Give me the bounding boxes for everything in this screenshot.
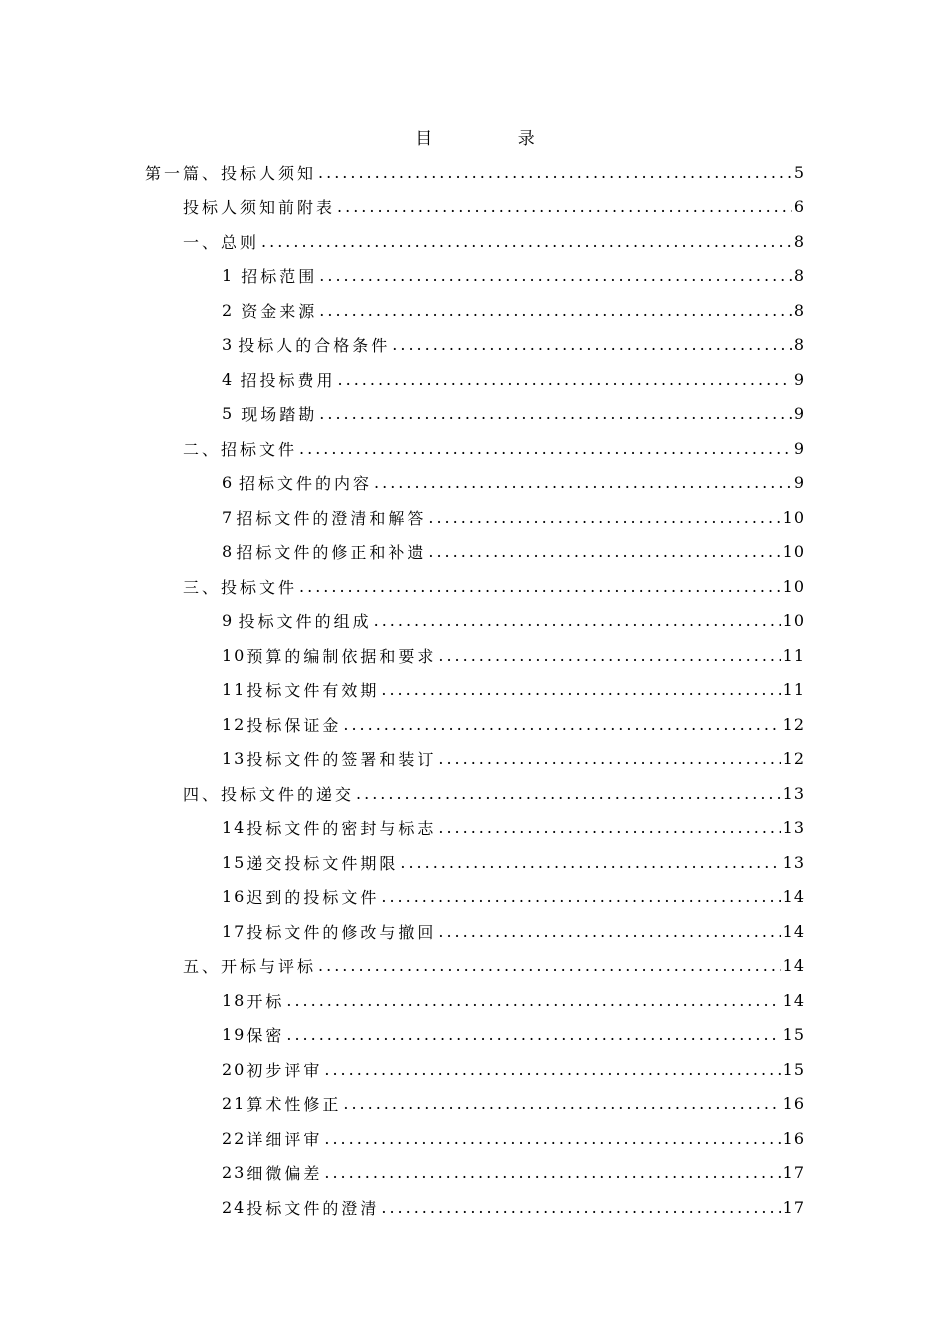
toc-entry-number: 22 bbox=[222, 1128, 247, 1148]
toc-entry-label: 算术性修正 bbox=[246, 1095, 342, 1115]
toc-dot-leader bbox=[319, 266, 792, 285]
toc-dot-leader bbox=[318, 956, 781, 975]
toc-entry-page: 9 bbox=[793, 404, 805, 424]
toc-entry-label: 四、投标文件的递交 bbox=[183, 784, 355, 804]
toc-entry-page: 9 bbox=[793, 438, 805, 458]
toc-entry[interactable] bbox=[183, 224, 805, 259]
toc-entry-label: 投标文件有效期 bbox=[246, 681, 380, 701]
toc-dot-leader bbox=[428, 508, 780, 527]
toc-entry-number: 17 bbox=[222, 921, 247, 941]
toc-entry[interactable] bbox=[222, 397, 805, 432]
toc-entry-number: 1 bbox=[222, 266, 235, 286]
toc-entry-page: 17 bbox=[782, 1163, 805, 1183]
toc-dot-leader bbox=[381, 887, 780, 906]
toc-entry[interactable] bbox=[183, 431, 805, 466]
toc-entry-label: 迟到的投标文件 bbox=[246, 888, 380, 908]
toc-entry-number: 12 bbox=[222, 714, 247, 734]
toc-entry[interactable] bbox=[222, 604, 805, 639]
toc-entry-label: 投标人须知前附表 bbox=[183, 198, 336, 218]
toc-entry-page: 11 bbox=[782, 645, 805, 665]
toc-entry-page: 15 bbox=[782, 1025, 805, 1045]
toc-dot-leader bbox=[261, 232, 792, 251]
toc-entry-label: 投标保证金 bbox=[246, 715, 342, 735]
toc-entry-number: 8 bbox=[222, 542, 235, 562]
toc-entry[interactable] bbox=[222, 983, 805, 1018]
toc-entry-page: 15 bbox=[782, 1059, 805, 1079]
toc-entry[interactable] bbox=[222, 328, 805, 363]
toc-entry[interactable] bbox=[222, 707, 805, 742]
toc-dot-leader bbox=[438, 922, 780, 941]
toc-entry-page: 12 bbox=[782, 749, 805, 769]
toc-entry-label: 投标文件的澄清 bbox=[246, 1198, 380, 1218]
toc-entry-label: 资金来源 bbox=[241, 301, 318, 321]
toc-entry-number: 4 bbox=[222, 369, 235, 389]
toc-dot-leader bbox=[428, 542, 780, 561]
toc-entry[interactable] bbox=[222, 500, 805, 535]
toc-entry-label: 招标文件的内容 bbox=[239, 474, 373, 494]
toc-entry-label: 第一篇、投标人须知 bbox=[145, 163, 317, 183]
toc-entry-number: 11 bbox=[222, 680, 247, 700]
toc-entry-number: 5 bbox=[222, 404, 235, 424]
toc-entry-label: 递交投标文件期限 bbox=[246, 853, 399, 873]
toc-entry-page: 10 bbox=[782, 507, 805, 527]
toc-entry-label: 招标范围 bbox=[241, 267, 318, 287]
toc-entry-page: 12 bbox=[782, 714, 805, 734]
toc-entry[interactable] bbox=[222, 638, 805, 673]
toc-entry[interactable] bbox=[222, 1156, 805, 1191]
toc-entry-page: 14 bbox=[782, 956, 805, 976]
toc-dot-leader bbox=[438, 646, 780, 665]
toc-entry-page: 16 bbox=[782, 1128, 805, 1148]
toc-entry-page: 14 bbox=[782, 921, 805, 941]
toc-entry-page: 10 bbox=[782, 542, 805, 562]
toc-entry[interactable] bbox=[183, 776, 805, 811]
toc-entry[interactable] bbox=[222, 259, 805, 294]
toc-entry[interactable] bbox=[222, 1052, 805, 1087]
toc-entry-number: 19 bbox=[222, 1025, 247, 1045]
toc-entry-number: 3 bbox=[222, 335, 235, 355]
toc-entry[interactable] bbox=[222, 845, 805, 880]
toc-entry-label: 招标文件的澄清和解答 bbox=[236, 508, 427, 528]
toc-entry-page: 17 bbox=[782, 1197, 805, 1217]
toc-entry[interactable] bbox=[222, 914, 805, 949]
toc-dot-leader bbox=[319, 404, 792, 423]
toc-dot-leader bbox=[381, 680, 780, 699]
toc-entry[interactable] bbox=[183, 569, 805, 604]
toc-entry-label: 三、投标文件 bbox=[183, 577, 298, 597]
toc-entry-number: 14 bbox=[222, 818, 247, 838]
toc-dot-leader bbox=[343, 715, 780, 734]
toc-entry[interactable] bbox=[183, 190, 805, 225]
toc-dot-leader bbox=[438, 749, 780, 768]
toc-entry[interactable] bbox=[222, 535, 805, 570]
toc-entry-page: 13 bbox=[782, 852, 805, 872]
toc-entry-number: 24 bbox=[222, 1197, 247, 1217]
toc-dot-leader bbox=[319, 301, 792, 320]
toc-entry[interactable] bbox=[145, 155, 805, 190]
toc-entry-page: 8 bbox=[793, 231, 805, 251]
toc-dot-leader bbox=[438, 818, 780, 837]
toc-entry-number: 15 bbox=[222, 852, 247, 872]
toc-entry-page: 10 bbox=[782, 611, 805, 631]
toc-entry-number: 20 bbox=[222, 1059, 247, 1079]
toc-entry-label: 一、总则 bbox=[183, 232, 260, 252]
toc-entry-number: 10 bbox=[222, 645, 247, 665]
toc-entry-page: 13 bbox=[782, 783, 805, 803]
toc-dot-leader bbox=[356, 784, 781, 803]
toc-entry[interactable] bbox=[222, 362, 805, 397]
toc-entry-number: 7 bbox=[222, 507, 235, 527]
toc-entry[interactable] bbox=[222, 742, 805, 777]
toc-dot-leader bbox=[374, 611, 781, 630]
toc-dot-leader bbox=[392, 335, 792, 354]
toc-entry[interactable] bbox=[183, 949, 805, 984]
toc-dot-leader bbox=[381, 1198, 780, 1217]
toc-entry-label: 投标文件的组成 bbox=[238, 612, 372, 632]
toc-entry-label: 投标人的合格条件 bbox=[238, 336, 391, 356]
toc-dot-leader bbox=[324, 1163, 780, 1182]
toc-dot-leader bbox=[299, 439, 792, 458]
toc-entry-number: 23 bbox=[222, 1163, 247, 1183]
toc-entry-label: 投标文件的修改与撤回 bbox=[246, 922, 437, 942]
toc-entry-page: 16 bbox=[782, 1094, 805, 1114]
toc-dot-leader bbox=[338, 370, 792, 389]
toc-entry[interactable] bbox=[222, 1018, 805, 1053]
toc-entry-label: 招投标费用 bbox=[240, 370, 336, 390]
toc-entry-label: 开标 bbox=[246, 991, 285, 1011]
toc-entry-number: 6 bbox=[222, 473, 235, 493]
toc-entry-label: 细微偏差 bbox=[246, 1164, 323, 1184]
toc-entry-label: 招标文件的修正和补遗 bbox=[236, 543, 427, 563]
toc-entry-page: 13 bbox=[782, 818, 805, 838]
toc-entry[interactable] bbox=[222, 1190, 805, 1225]
toc-dot-leader bbox=[337, 197, 792, 216]
toc-entry-label: 初步评审 bbox=[246, 1060, 323, 1080]
toc-entry-page: 9 bbox=[793, 369, 805, 389]
toc-entry-page: 9 bbox=[793, 473, 805, 493]
toc-entry-label: 预算的编制依据和要求 bbox=[246, 646, 437, 666]
toc-entry-number: 13 bbox=[222, 749, 247, 769]
toc-entry-page: 8 bbox=[793, 335, 805, 355]
toc-entry-number: 21 bbox=[222, 1094, 247, 1114]
toc-entry[interactable] bbox=[222, 811, 805, 846]
toc-entry-number: 18 bbox=[222, 990, 247, 1010]
toc-entry-page: 11 bbox=[782, 680, 805, 700]
toc-entry[interactable] bbox=[222, 466, 805, 501]
toc-dot-leader bbox=[343, 1094, 780, 1113]
toc-dot-leader bbox=[324, 1129, 780, 1148]
toc-entry-page: 14 bbox=[782, 990, 805, 1010]
toc-entry-page: 14 bbox=[782, 887, 805, 907]
toc-entry[interactable] bbox=[222, 673, 805, 708]
toc-entry[interactable] bbox=[222, 880, 805, 915]
toc-dot-leader bbox=[286, 1025, 780, 1044]
toc-entry-label: 详细评审 bbox=[246, 1129, 323, 1149]
toc-dot-leader bbox=[374, 473, 792, 492]
toc-entry-page: 8 bbox=[793, 266, 805, 286]
toc-entry-number: 9 bbox=[222, 611, 235, 631]
toc-entry[interactable] bbox=[222, 1087, 805, 1122]
toc-entry-number: 2 bbox=[222, 300, 235, 320]
toc-entry-label: 五、开标与评标 bbox=[183, 957, 317, 977]
toc-entry-label: 二、招标文件 bbox=[183, 439, 298, 459]
toc-entry-label: 现场踏勘 bbox=[241, 405, 318, 425]
toc-dot-leader bbox=[400, 853, 780, 872]
toc-entry[interactable] bbox=[222, 1121, 805, 1156]
toc-entry-page: 10 bbox=[782, 576, 805, 596]
toc-entry-label: 投标文件的签署和装订 bbox=[246, 750, 437, 770]
toc-entry-page: 6 bbox=[793, 197, 805, 217]
toc-entry-label: 保密 bbox=[246, 1026, 285, 1046]
toc-title: 目 录 bbox=[415, 129, 575, 149]
toc-dot-leader bbox=[324, 1060, 780, 1079]
toc-entry-label: 投标文件的密封与标志 bbox=[246, 819, 437, 839]
toc-dot-leader bbox=[318, 163, 792, 182]
toc-entry-number: 16 bbox=[222, 887, 247, 907]
toc-dot-leader bbox=[299, 577, 781, 596]
toc-entry-page: 5 bbox=[793, 162, 805, 182]
toc-entry-page: 8 bbox=[793, 300, 805, 320]
toc-entry[interactable] bbox=[222, 293, 805, 328]
toc-dot-leader bbox=[286, 991, 780, 1010]
